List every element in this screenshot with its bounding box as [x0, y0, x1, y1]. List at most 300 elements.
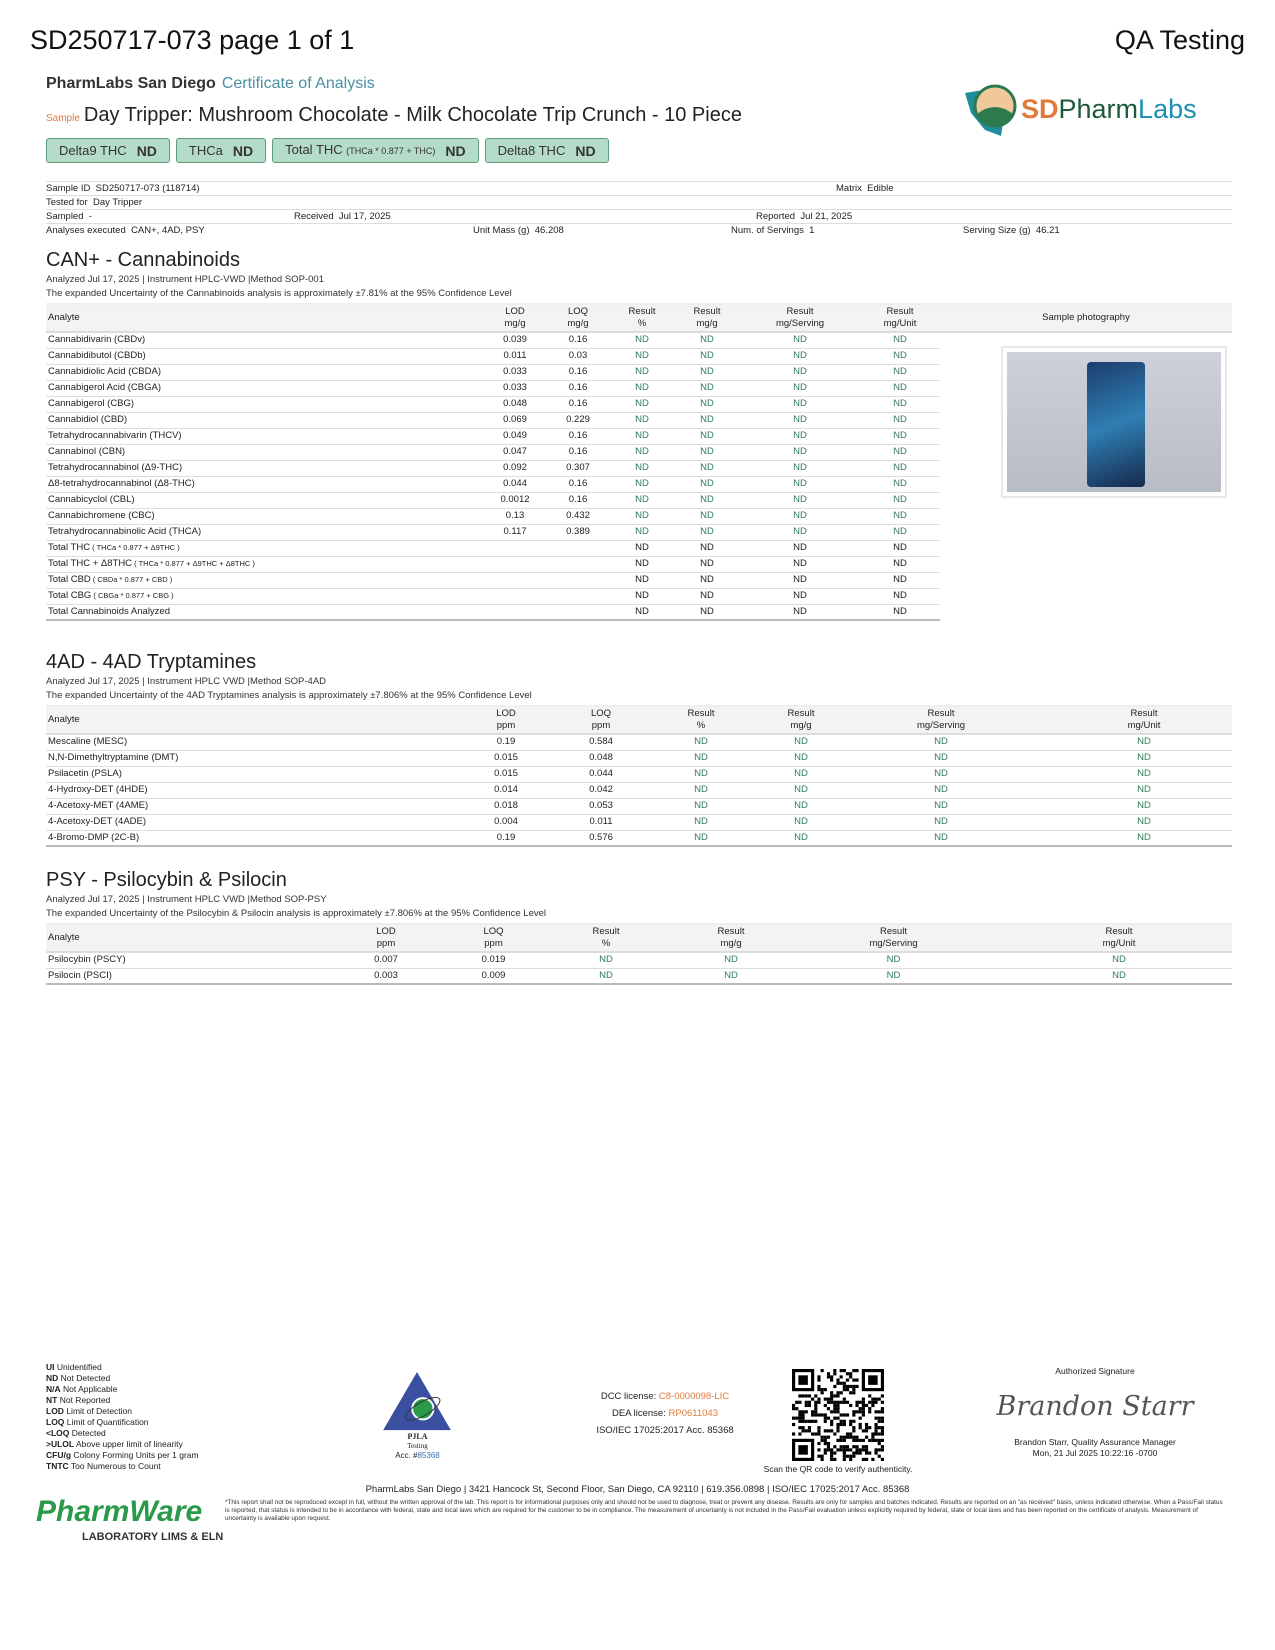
analyte-name: Tetrahydrocannabivarin (THCV): [46, 428, 484, 444]
analyte-name: N,N-Dimethyltryptamine (DMT): [46, 750, 436, 766]
badge-value: ND: [136, 142, 157, 159]
result-cell: ND: [781, 968, 1006, 984]
result-cell: ND: [860, 588, 940, 604]
limit-cell: 0.16: [546, 444, 610, 460]
signature-label: Authorized Signature: [1055, 1366, 1135, 1376]
badge-label: Delta8 THC: [497, 142, 566, 158]
legend-abbr: UI: [46, 1362, 55, 1372]
column-header: Result mg/g: [776, 706, 826, 734]
column-header: Analyte: [46, 706, 436, 734]
legend-meaning: Limit of Detection: [66, 1406, 132, 1416]
badge-value: ND: [445, 142, 466, 159]
limit-cell: 0.16: [546, 364, 610, 380]
analyte-name: Total THC ( THCa * 0.877 + Δ9THC ): [46, 540, 610, 556]
result-cell: ND: [1056, 734, 1232, 750]
limit-cell: 0.039: [484, 332, 546, 348]
limit-cell: 0.019: [456, 952, 531, 968]
result-cell: ND: [626, 766, 776, 782]
result-cell: ND: [740, 396, 860, 412]
limit-cell: 0.047: [484, 444, 546, 460]
legend-abbr: LOD: [46, 1406, 64, 1416]
result-cell: ND: [1056, 814, 1232, 830]
result-cell: ND: [531, 968, 681, 984]
legend-meaning: Unidentified: [56, 1362, 102, 1372]
result-cell: ND: [610, 492, 674, 508]
result-cell: ND: [610, 604, 674, 620]
result-cell: ND: [674, 524, 740, 540]
unit-mass: 46.208: [534, 225, 564, 236]
result-cell: ND: [610, 412, 674, 428]
sample-name: Day Tripper: Mushroom Chocolate - Milk Chocolate Trip Crunch - 10 Piece: [83, 104, 742, 126]
result-cell: ND: [740, 524, 860, 540]
result-cell: ND: [860, 332, 940, 348]
result-cell: ND: [610, 476, 674, 492]
table-row: [46, 734, 1232, 750]
handwritten-signature: Brandon Starr: [996, 1391, 1194, 1422]
limit-cell: 0.16: [546, 396, 610, 412]
result-cell: ND: [626, 750, 776, 766]
analyte-name: Total CBG ( CBGa * 0.877 + CBG ): [46, 588, 610, 604]
legend-abbr: NT: [46, 1395, 58, 1405]
result-cell: ND: [610, 364, 674, 380]
table-row: [46, 968, 1232, 984]
signature-date: Mon, 21 Jul 2025 10:22:16 -0700: [1032, 1448, 1158, 1458]
limit-cell: 0.015: [436, 750, 576, 766]
result-cell: ND: [826, 766, 1056, 782]
analyte-name: Psilacetin (PSLA): [46, 766, 436, 782]
legend-item: [46, 1373, 199, 1384]
legend-item: [46, 1439, 199, 1450]
result-cell: ND: [740, 508, 860, 524]
legend-abbr: <LOQ: [46, 1428, 70, 1438]
sample-photo: [1001, 346, 1227, 498]
limit-cell: 0.19: [436, 830, 576, 846]
analyte-name: Total Cannabinoids Analyzed: [46, 604, 610, 620]
total-formula: ( CBDa * 0.877 + CBD ): [90, 575, 173, 584]
legend-item: [46, 1450, 199, 1461]
limit-cell: 0.053: [576, 798, 626, 814]
result-cell: ND: [826, 750, 1056, 766]
column-header: Result mg/Serving: [826, 706, 1056, 734]
result-cell: ND: [674, 332, 740, 348]
analyte-name: Tetrahydrocannabinolic Acid (THCA): [46, 524, 484, 540]
result-cell: ND: [1056, 766, 1232, 782]
lab-name-text: PharmLabs San Diego: [46, 75, 216, 92]
sdpharmlabs-logo: [963, 78, 1233, 140]
result-cell: ND: [860, 396, 940, 412]
qr-caption: Scan the QR code to verify authenticity.: [763, 1464, 913, 1474]
result-cell: ND: [626, 782, 776, 798]
result-cell: ND: [1056, 750, 1232, 766]
column-header: Result mg/g: [681, 924, 781, 952]
legend-meaning: Above upper limit of linearity: [76, 1439, 183, 1449]
badge-label: Delta9 THC: [59, 142, 127, 158]
result-cell: ND: [860, 572, 940, 588]
result-cell: ND: [740, 332, 860, 348]
limit-cell: 0.16: [546, 380, 610, 396]
psilocybin-table: [46, 923, 1232, 985]
result-cell: ND: [674, 428, 740, 444]
analyte-name: 4-Hydroxy-DET (4HDE): [46, 782, 436, 798]
signer: Brandon Starr, Quality Assurance Manager: [1014, 1437, 1176, 1447]
analyte-name: Total THC + Δ8THC ( THCa * 0.877 + Δ9THC + Δ8THC ): [46, 556, 610, 572]
result-cell: ND: [860, 492, 940, 508]
result-cell: ND: [860, 476, 940, 492]
result-cell: ND: [626, 830, 776, 846]
column-header: Result %: [626, 706, 776, 734]
result-cell: ND: [740, 588, 860, 604]
badge-label: THCa: [188, 142, 223, 158]
limit-cell: 0.092: [484, 460, 546, 476]
limit-cell: 0.307: [546, 460, 610, 476]
result-cell: ND: [776, 798, 826, 814]
result-cell: ND: [610, 428, 674, 444]
limit-cell: 0.014: [436, 782, 576, 798]
column-header: LOD ppm: [436, 706, 576, 734]
result-cell: ND: [826, 798, 1056, 814]
result-cell: ND: [626, 814, 776, 830]
column-header: Analyte: [46, 304, 484, 332]
result-cell: ND: [776, 782, 826, 798]
result-cell: ND: [531, 952, 681, 968]
result-cell: ND: [610, 524, 674, 540]
result-cell: ND: [740, 364, 860, 380]
legend-abbr: LOQ: [46, 1417, 65, 1427]
table-row: [46, 750, 1232, 766]
analyte-name: 4-Acetoxy-DET (4ADE): [46, 814, 436, 830]
analyte-name: Cannabigerol (CBG): [46, 396, 484, 412]
serving-size: 46.21: [1035, 225, 1060, 236]
column-header: Result %: [531, 924, 681, 952]
limit-cell: 0.16: [546, 332, 610, 348]
table-row: [46, 766, 1232, 782]
result-cell: ND: [674, 572, 740, 588]
column-header: LOQ mg/g: [546, 304, 610, 332]
result-cell: ND: [740, 428, 860, 444]
pjla-accreditation: PJLA Testing Acc. #85368: [380, 1372, 455, 1461]
result-cell: ND: [674, 460, 740, 476]
table-header-row: [46, 304, 1232, 332]
result-cell: ND: [681, 952, 781, 968]
result-cell: ND: [626, 734, 776, 750]
svg-text:SDPharmLabs: SDPharmLabs: [1021, 94, 1197, 124]
result-cell: ND: [860, 460, 940, 476]
table-row: [46, 814, 1232, 830]
result-cell: ND: [860, 524, 940, 540]
result-cell: ND: [610, 540, 674, 556]
result-cell: ND: [610, 588, 674, 604]
sample-id: SD250717-073 (118714): [95, 183, 200, 194]
result-cell: ND: [860, 604, 940, 620]
analyte-name: Cannabidivarin (CBDv): [46, 332, 484, 348]
summary-badge: [272, 138, 479, 163]
limit-cell: 0.018: [436, 798, 576, 814]
limit-cell: 0.033: [484, 364, 546, 380]
result-cell: ND: [860, 412, 940, 428]
psilocybin-uncertainty: The expanded Uncertainty of the Psilocybin & Psilocin analysis is approximately ±7.806% at the 95% Confidence Level: [46, 908, 547, 919]
total-formula: ( THCa * 0.877 + Δ9THC ): [90, 543, 180, 552]
analyte-name: Mescaline (MESC): [46, 734, 436, 750]
result-cell: ND: [610, 380, 674, 396]
result-cell: ND: [610, 508, 674, 524]
result-cell: ND: [826, 830, 1056, 846]
dcc-license: C8-0000098-LIC: [658, 1391, 730, 1402]
matrix: Edible: [867, 183, 894, 194]
tryptamines-uncertainty: The expanded Uncertainty of the 4AD Tryptamines analysis is approximately ±7.806% at the 95% Confidence Level: [46, 690, 532, 701]
result-cell: ND: [776, 750, 826, 766]
result-cell: ND: [860, 556, 940, 572]
legend-abbr: CFU/g: [46, 1450, 72, 1460]
legend-meaning: Detected: [71, 1428, 106, 1438]
analyte-name: Δ8-tetrahydrocannabinol (Δ8-THC): [46, 476, 484, 492]
column-header: Analyte: [46, 924, 316, 952]
result-cell: ND: [776, 814, 826, 830]
badge-value: ND: [575, 142, 596, 159]
column-header: Result mg/Unit: [860, 304, 940, 332]
limit-cell: 0.229: [546, 412, 610, 428]
table-header-row: [46, 924, 1232, 952]
legend-abbr: N/A: [46, 1384, 61, 1394]
photo-header: Sample photography: [940, 304, 1232, 332]
result-cell: ND: [626, 798, 776, 814]
pjla-logo-icon: [380, 1372, 455, 1432]
result-cell: ND: [610, 460, 674, 476]
result-cell: ND: [674, 364, 740, 380]
badge-value: ND: [232, 142, 254, 159]
analyte-name: Psilocin (PSCI): [46, 968, 316, 984]
sampled: -: [88, 211, 92, 222]
result-cell: ND: [610, 572, 674, 588]
result-cell: ND: [674, 476, 740, 492]
limit-cell: 0.16: [546, 476, 610, 492]
result-cell: ND: [826, 814, 1056, 830]
legend-meaning: Too Numerous to Count: [70, 1461, 161, 1471]
limit-cell: 0.03: [546, 348, 610, 364]
result-cell: ND: [1006, 968, 1232, 984]
result-cell: ND: [610, 396, 674, 412]
result-cell: ND: [674, 540, 740, 556]
column-header: Result mg/Unit: [1006, 924, 1232, 952]
result-cell: ND: [860, 428, 940, 444]
result-cell: ND: [740, 380, 860, 396]
analyte-name: Cannabicyclol (CBL): [46, 492, 484, 508]
limit-cell: 0.044: [576, 766, 626, 782]
psilocybin-title: PSY - Psilocybin & Psilocin: [46, 869, 287, 891]
cannabinoids-uncertainty: The expanded Uncertainty of the Cannabinoids analysis is approximately ±7.81% at the 95% Confidence Level: [46, 288, 512, 299]
limit-cell: 0.044: [484, 476, 546, 492]
legend-meaning: Not Applicable: [63, 1384, 118, 1394]
badge-label: Total THC (THCa * 0.877 + THC): [285, 142, 436, 157]
result-cell: ND: [740, 540, 860, 556]
summary-badge: [485, 138, 609, 163]
limit-cell: 0.011: [484, 348, 546, 364]
result-cell: ND: [776, 830, 826, 846]
result-cell: ND: [776, 766, 826, 782]
legend-meaning: Not Detected: [60, 1373, 111, 1383]
result-cell: ND: [674, 348, 740, 364]
result-cell: ND: [674, 508, 740, 524]
result-cell: ND: [674, 380, 740, 396]
result-cell: ND: [1006, 952, 1232, 968]
legend-meaning: Limit of Quantification: [66, 1417, 149, 1427]
legend-abbr: TNTC: [46, 1461, 69, 1471]
limit-cell: 0.011: [576, 814, 626, 830]
analyte-name: Cannabinol (CBN): [46, 444, 484, 460]
limit-cell: 0.049: [484, 428, 546, 444]
analyses: CAN+, 4AD, PSY: [131, 225, 205, 236]
result-cell: ND: [674, 492, 740, 508]
psilocybin-meta: Analyzed Jul 17, 2025 | Instrument HPLC VWD |Method SOP-PSY: [46, 894, 327, 905]
limit-cell: 0.033: [484, 380, 546, 396]
sample-label: Sample: [46, 113, 80, 124]
result-cell: ND: [674, 604, 740, 620]
sample-title: [46, 103, 742, 131]
limit-cell: 0.007: [316, 952, 456, 968]
result-cell: ND: [674, 412, 740, 428]
result-cell: ND: [860, 540, 940, 556]
analyte-name: Tetrahydrocannabinol (Δ9-THC): [46, 460, 484, 476]
product-package-image: [1087, 362, 1145, 487]
result-cell: ND: [610, 556, 674, 572]
limit-cell: 0.16: [546, 428, 610, 444]
legend-abbr: ND: [46, 1373, 59, 1383]
limit-cell: 0.048: [484, 396, 546, 412]
column-header: Result mg/Unit: [1056, 706, 1232, 734]
result-cell: ND: [1056, 782, 1232, 798]
result-cell: ND: [610, 444, 674, 460]
abbreviation-legend: [46, 1362, 199, 1472]
result-cell: ND: [674, 556, 740, 572]
result-cell: ND: [740, 556, 860, 572]
limit-cell: 0.015: [436, 766, 576, 782]
analyte-name: 4-Acetoxy-MET (4AME): [46, 798, 436, 814]
result-cell: ND: [1056, 830, 1232, 846]
servings: 1: [809, 225, 815, 236]
iso-accreditation: ISO/IEC 17025:2017 Acc. 85368: [596, 1425, 734, 1436]
result-cell: ND: [740, 492, 860, 508]
summary-badge: [176, 138, 266, 163]
summary-badge: [46, 138, 170, 163]
total-formula: ( CBGa * 0.877 + CBG ): [91, 591, 174, 600]
result-cell: ND: [1056, 798, 1232, 814]
table-header-row: [46, 706, 1232, 734]
limit-cell: 0.16: [546, 492, 610, 508]
analyte-name: 4-Bromo-DMP (2C-B): [46, 830, 436, 846]
cannabinoids-meta: Analyzed Jul 17, 2025 | Instrument HPLC-VWD |Method SOP-001: [46, 274, 324, 285]
lab-name: [46, 74, 375, 94]
summary-badges: [46, 138, 609, 163]
result-cell: ND: [781, 952, 1006, 968]
result-cell: ND: [860, 380, 940, 396]
limit-cell: 0.009: [456, 968, 531, 984]
result-cell: ND: [674, 444, 740, 460]
result-cell: ND: [610, 332, 674, 348]
result-cell: ND: [740, 476, 860, 492]
cannabinoids-title: CAN+ - Cannabinoids: [46, 249, 240, 271]
result-cell: ND: [740, 444, 860, 460]
limit-cell: 0.048: [576, 750, 626, 766]
analyte-name: Cannabidibutol (CBDb): [46, 348, 484, 364]
analyte-name: Psilocybin (PSCY): [46, 952, 316, 968]
limit-cell: 0.117: [484, 524, 546, 540]
column-header: Result mg/Serving: [740, 304, 860, 332]
qr-code[interactable]: [792, 1369, 884, 1461]
disclaimer: *This report shall not be reproduced except in full, without the written approval of the lab. This report is for informational purposes only and should not be used to diagnose, treat or prevent any disease. Results are only for samples and batches indicated. Results are reported on an "as received" basis, unless indicated otherwise. When a Pass/Fail status is reported, that status is intended to be in accordance with federal, state and local laws which are required for the customer to be in compliance. The measurement of uncertainty is not included in the Pass/Fail evaluation unless explicitly required by federal, state or local laws and has been reported on the certificate of analysis. Measurement of uncertainty is available upon request.: [225, 1499, 1223, 1522]
result-cell: ND: [740, 412, 860, 428]
limit-cell: 0.584: [576, 734, 626, 750]
table-row: [46, 798, 1232, 814]
limit-cell: 0.432: [546, 508, 610, 524]
result-cell: ND: [860, 364, 940, 380]
limit-cell: 0.389: [546, 524, 610, 540]
limit-cell: 0.004: [436, 814, 576, 830]
tryptamines-meta: Analyzed Jul 17, 2025 | Instrument HPLC VWD |Method SOP-4AD: [46, 676, 327, 687]
result-cell: ND: [610, 348, 674, 364]
received-date: Jul 17, 2025: [338, 211, 391, 222]
column-header: Result mg/g: [674, 304, 740, 332]
result-cell: ND: [860, 444, 940, 460]
analyte-name: Cannabidiolic Acid (CBDA): [46, 364, 484, 380]
table-row: [46, 830, 1232, 846]
tryptamines-table: [46, 705, 1232, 847]
tryptamines-title: 4AD - 4AD Tryptamines: [46, 651, 257, 673]
legend-item: [46, 1384, 199, 1395]
limit-cell: 0.0012: [484, 492, 546, 508]
sample-info: Sample ID SD250717-073 (118714) Matrix Edible Tested for Day Tripper Sampled - Received Jul 17, 2025 Reported Jul 21, 2025 Analyses executed CAN+, 4AD, PSY Unit Mass (g) 46.208 Num. of Servings 1 Serving Size (g) 46.21: [46, 181, 1232, 237]
limit-cell: 0.003: [316, 968, 456, 984]
pjla-acc-number: 85368: [417, 1451, 440, 1460]
limit-cell: 0.13: [484, 508, 546, 524]
pharmware-logo: PharmWare LABORATORY LIMS & ELN: [36, 1495, 224, 1543]
result-cell: ND: [740, 460, 860, 476]
table-row: [46, 952, 1232, 968]
legend-item: [46, 1362, 199, 1373]
legend-abbr: >ULOL: [46, 1439, 75, 1449]
coa-label: Certificate of Analysis: [221, 75, 375, 92]
analyte-name: Cannabichromene (CBC): [46, 508, 484, 524]
result-cell: ND: [776, 734, 826, 750]
column-header: Result mg/Serving: [781, 924, 1006, 952]
total-formula: ( THCa * 0.877 + Δ9THC + Δ8THC ): [132, 559, 255, 568]
legend-item: [46, 1461, 199, 1472]
legend-item: [46, 1406, 199, 1417]
badge-formula: (THCa * 0.877 + THC): [346, 146, 436, 156]
result-cell: ND: [740, 348, 860, 364]
document-title: SD250717-073 page 1 of 1: [30, 25, 355, 55]
column-header: LOD mg/g: [484, 304, 546, 332]
limit-cell: 0.069: [484, 412, 546, 428]
legend-item: [46, 1395, 199, 1406]
result-cell: ND: [860, 348, 940, 364]
analyte-name: Cannabidiol (CBD): [46, 412, 484, 428]
analyte-name: Cannabigerol Acid (CBGA): [46, 380, 484, 396]
result-cell: ND: [740, 604, 860, 620]
legend-meaning: Colony Forming Units per 1 gram: [73, 1450, 199, 1460]
result-cell: ND: [674, 396, 740, 412]
limit-cell: 0.042: [576, 782, 626, 798]
column-header: LOQ ppm: [456, 924, 531, 952]
result-cell: ND: [826, 782, 1056, 798]
result-cell: ND: [674, 588, 740, 604]
tested-for: Day Tripper: [93, 197, 143, 208]
result-cell: ND: [681, 968, 781, 984]
result-cell: ND: [860, 508, 940, 524]
column-header: Result %: [610, 304, 674, 332]
analyte-name: Total CBD ( CBDa * 0.877 + CBD ): [46, 572, 610, 588]
limit-cell: 0.19: [436, 734, 576, 750]
lab-address: PharmLabs San Diego | 3421 Hancock St, Second Floor, San Diego, CA 92110 | 619.356.0898 | ISO/IEC 17025:2017 Acc. 85368: [365, 1484, 910, 1495]
result-cell: ND: [826, 734, 1056, 750]
